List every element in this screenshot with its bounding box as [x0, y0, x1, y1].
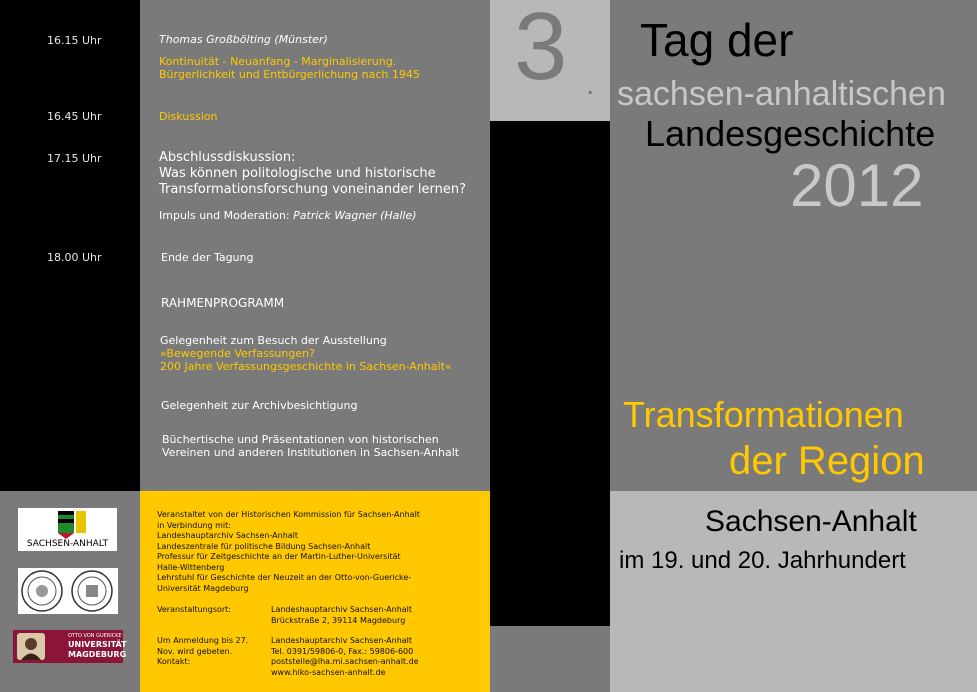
organizer-line: Landeshauptarchiv Sachsen-Anhalt	[157, 531, 299, 540]
title-line-2: sachsen-anhaltischen	[617, 75, 946, 113]
end-title: Ende der Tagung	[161, 251, 254, 264]
theme-line-2: der Region	[729, 439, 925, 483]
university-seals-logo	[18, 568, 118, 614]
moderation-label: Impuls und Moderation:	[159, 209, 294, 222]
rahmen-item-line: Vereinen und anderen Institutionen in Sachsen-Anhalt	[162, 446, 460, 459]
venue-line: Brückstraße 2, 39114 Magdeburg	[271, 615, 406, 625]
rahmen-heading: RAHMENPROGRAMM	[161, 296, 285, 310]
contact-label-line: Nov. wird gebeten.	[157, 646, 233, 656]
contact-label	[157, 636, 248, 668]
contact-line: poststelle@lha.mi.sachsen-anhalt.de	[271, 657, 419, 666]
ovgu-logo	[13, 630, 127, 663]
rahmen-item-line: 200 Jahre Verfassungsgeschichte in Sachsen-Anhalt«	[160, 360, 452, 373]
moderation	[159, 209, 417, 222]
contact-line: Landeshauptarchiv Sachsen-Anhalt	[271, 636, 413, 645]
guericke-portrait-icon	[17, 633, 45, 660]
state-logo-text: SACHSEN-ANHALT	[26, 539, 109, 549]
talk-title-line: Bürgerlichkeit und Entbürgerlichung nach 1945	[159, 68, 420, 81]
talk-title-line: Kontinuität - Neuanfang - Marginalisierung.	[159, 55, 397, 68]
venue-line: Landeshauptarchiv Sachsen-Anhalt	[271, 605, 413, 614]
contact-details	[271, 636, 419, 678]
organizer-line: Universität Magdeburg	[157, 583, 249, 593]
middle-black-bar	[490, 121, 610, 626]
moderation-name: Patrick Wagner (Halle)	[293, 209, 417, 222]
uni-logo-line: MAGDEBURG	[68, 650, 127, 659]
edition-number: 3	[514, 0, 568, 100]
edition-dot: .	[586, 68, 595, 101]
uni-logo-line: UNIVERSITÄT	[68, 640, 127, 649]
middle-bottom-block	[490, 626, 610, 692]
rahmen-item-line: Gelegenheit zur Archivbesichtigung	[161, 399, 358, 412]
speaker-name: Thomas Großbölting (Münster)	[159, 33, 328, 46]
contact-label-line: Kontakt:	[157, 657, 191, 666]
organizer-line: Professur für Zeitgeschichte an der Martin-Luther-Universität	[157, 552, 401, 561]
title-line-1: Tag der	[640, 14, 794, 66]
venue-address	[271, 605, 412, 626]
theme-line-1: Transformationen	[623, 394, 904, 435]
organizer-line: Halle-Wittenberg	[157, 562, 225, 572]
subtitle-line-2: im 19. und 20. Jahrhundert	[619, 547, 906, 574]
schedule-time: 16.45 Uhr	[47, 110, 102, 123]
organizer-line: Veranstaltet von der Historischen Kommission für Sachsen-Anhalt	[157, 510, 420, 519]
rahmen-item-line: Büchertische und Präsentationen von historischen	[162, 433, 439, 446]
title-line-3: Landesgeschichte	[645, 113, 936, 154]
final-discussion-line: Transformationsforschung voneinander lernen?	[159, 182, 466, 197]
organizer-text	[157, 510, 420, 594]
subtitle-line-1: Sachsen-Anhalt	[705, 505, 917, 538]
event-year: 2012	[790, 152, 924, 219]
organizer-line: in Verbindung mit:	[157, 520, 231, 530]
final-discussion-line: Abschlussdiskussion:	[159, 150, 296, 165]
uni-logo-line: OTTO VON GUERICKE	[68, 633, 122, 639]
contact-line: www.hiko-sachsen-anhalt.de	[271, 667, 386, 677]
seal-icon	[18, 568, 118, 614]
contact-line: Tel. 0391/59806-0, Fax.: 59806-600	[271, 646, 414, 656]
sachsen-anhalt-logo	[18, 508, 117, 551]
schedule-time: 17.15 Uhr	[47, 152, 102, 165]
final-discussion-line: Was können politologische und historische	[159, 166, 436, 181]
organizer-line: Landeszentrale für politische Bildung Sachsen-Anhalt	[157, 541, 371, 551]
rahmen-item-line: »Bewegende Verfassungen?	[160, 347, 315, 360]
venue-label: Veranstaltungsort:	[157, 605, 232, 614]
contact-label-line: Um Anmeldung bis 27.	[157, 636, 249, 645]
organizer-line: Lehrstuhl für Geschichte der Neuzeit an der Otto-von-Guericke-	[157, 573, 412, 582]
schedule-time: 16.15 Uhr	[47, 34, 102, 47]
time-column	[0, 0, 140, 491]
schedule-time: 18.00 Uhr	[47, 251, 102, 264]
rahmen-item-line: Gelegenheit zum Besuch der Ausstellung	[160, 334, 387, 347]
discussion-title: Diskussion	[159, 110, 218, 123]
